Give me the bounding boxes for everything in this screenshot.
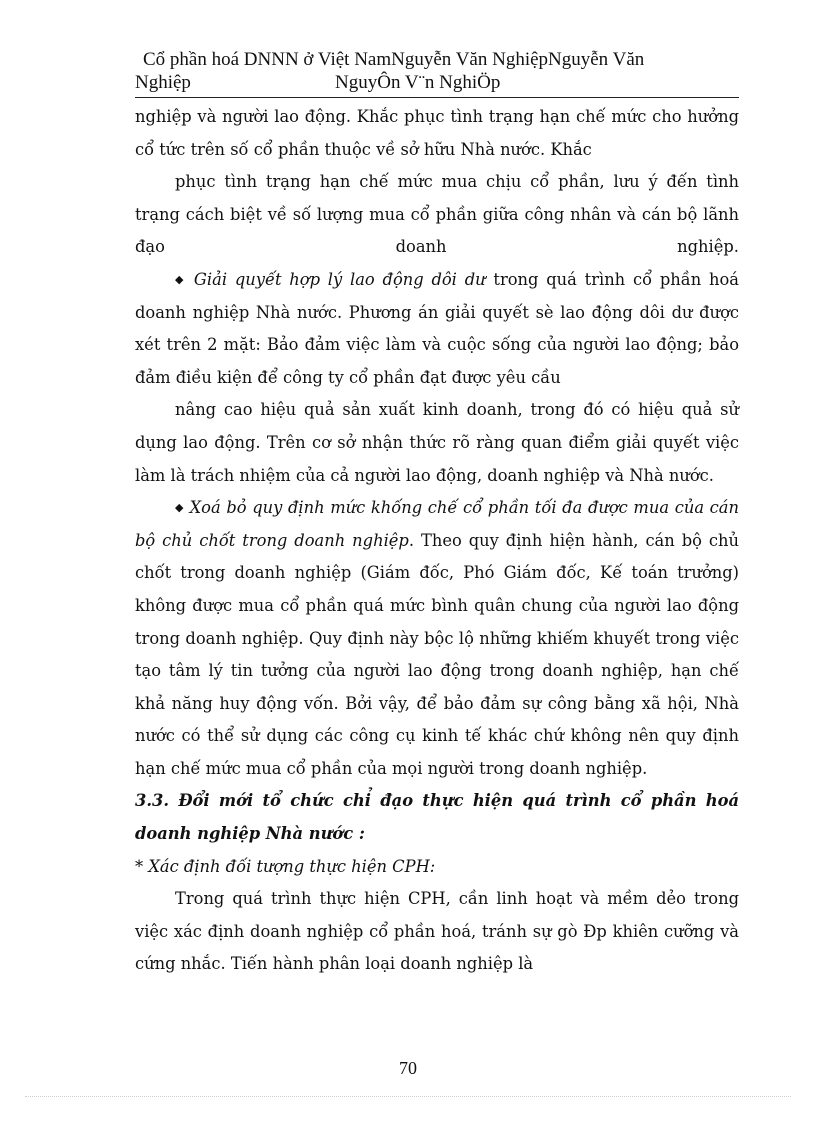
header-line-2	[135, 71, 739, 94]
bullet-lead-cap: Xoá bỏ quy định mức khống chế cổ phần tối đa được mua của cán bộ chủ chốt trong doanh nghiệp	[135, 498, 739, 550]
subheading-text: * Xác định đối tượng thực hiện CPH:	[135, 856, 436, 876]
page-body	[135, 101, 739, 981]
paragraph-share-purchase: phục tình trạng hạn chế mức mua chịu cổ phần, lưu ý đến tình trạng cách biệt về số lượng mua cổ phần giữa công nhân và cán bộ lãnh đạo doanh nghiệp.	[135, 172, 739, 257]
running-header	[135, 48, 739, 94]
diamond-bullet-icon: ◆	[175, 272, 187, 286]
page-number: 70	[399, 1058, 417, 1078]
header-line-1: Cổ phần hoá DNNN ở Việt NamNguyễn Văn NghiệpNguyễn Văn	[143, 49, 645, 70]
bullet-text-labor: trong quá trình cổ phần hoá doanh nghiệp Nhà nước. Phương án giải quyết sè lao động dôi dư được xét trên 2 mặt: Bảo đảm việc làm và cuộc sống của người lao động; bảo đảm điều kiện để công ty cổ phần đạt được yêu cầu	[135, 269, 740, 387]
bullet-lead-labor: Giải quyết hợp lý lao động dôi dư	[193, 269, 486, 289]
page-bottom-dotted-line	[25, 1096, 791, 1097]
header-line-2-left: Nghiệp	[135, 72, 191, 93]
paragraph-efficiency: nâng cao hiệu quả sản xuất kinh doanh, trong đó có hiệu quả sử dụng lao động. Trên cơ sở nhận thức rõ ràng quan điểm giải quyết việc làm là trách nhiệm của cả người lao động, doanh nghiệp và Nhà nước.	[135, 400, 739, 485]
paragraph-cph: Trong quá trình thực hiện CPH, cần linh hoạt và mềm dẻo trong việc xác định doanh nghiệp cổ phần hoá, tránh sự gò Ðp khiên cưỡng và cứng nhắc. Tiến hành phân loại doanh nghiệp là	[135, 889, 739, 974]
paragraph-continuation: nghiệp và người lao động. Khắc phục tình trạng hạn chế mức cho hưởng cổ tức trên số cổ phần thuộc về sở hữu Nhà nước. Khắc	[135, 107, 739, 159]
header-line-2-right: NguyÔn V¨n NghiÖp	[335, 72, 501, 93]
bullet-paragraph-cap	[135, 492, 739, 785]
header-rule	[135, 97, 739, 98]
section-heading: 3.3. Đổi mới tổ chức chỉ đạo thực hiện quá trình cổ phần hoá doanh nghiệp Nhà nước :	[135, 791, 739, 844]
subheading	[135, 851, 739, 884]
bullet-text-cap: . Theo quy định hiện hành, cán bộ chủ chốt trong doanh nghiệp (Giám đốc, Phó Giám đốc, Kế toán trưởng) không được mua cổ phần quá mức bình quân chung của người lao động trong doanh nghiệp. Quy định này bộc lộ những khiếm khuyết trong việc tạo tâm lý tin tưởng của người lao động trong doanh nghiệp, hạn chế khả năng huy động vốn. Bởi vậy, để bảo đảm sự công bằng xã hội, Nhà nước có thể sử dụng các công cụ kinh tế khác chứ không nên quy định hạn chế mức mua cổ phần của mọi người trong doanh nghiệp.	[135, 530, 739, 778]
diamond-bullet-icon: ◆	[175, 501, 184, 515]
bullet-paragraph-labor	[135, 264, 739, 394]
